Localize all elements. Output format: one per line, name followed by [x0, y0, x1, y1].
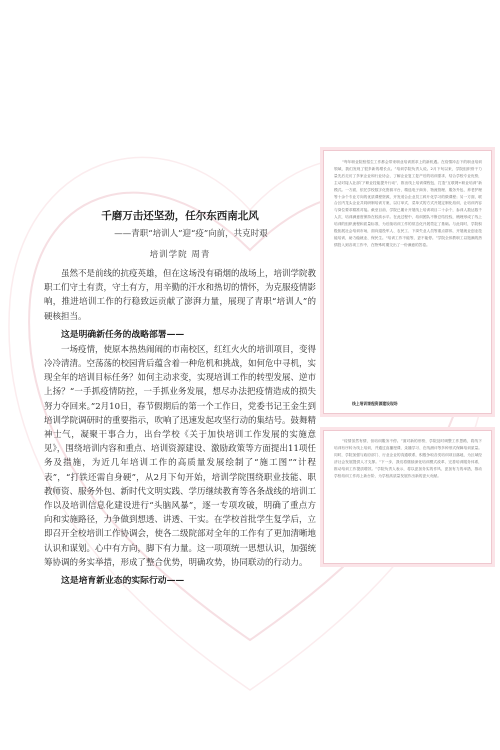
article-body — [44, 208, 316, 589]
side-panel-caption: 线上培训课程资源建设现场 — [352, 401, 398, 406]
side-panel-bottom-text: “疫情虽然有情，但培训服务不停。”面对新的形势，学院及时调整工作思路，将线下培训有序转为线上培训，并通过直播授课、录播学习、在线测评等多种形式保障培训质量。同时，学院加强与政府部门、行业企业的沟通联系，积极争取各类培训项目落地，为区域经济社会发展提供人才支撑。“下一步，我们将继续深化培训模式改革，完善培训服务体系，推动培训工作提质增效。”学院负责人表示，将以更加务实的作风、更加有力的举措，推动学校培训工作再上新台阶，为学校高质量发展作出新的更大贡献。 — [334, 439, 482, 478]
side-panel-top-text: “每年职业院校招生工作都会带来职业培训需求上的新机遇。在疫情冲击下的职业培训领域，我们发现了很多新的增长点。”培训学院负责人说。2月下旬以来，学院组织骨干力量先后走访了多家企业和行业协会，了解企业复工复产后的培训需求，结合学校专业优势，主动对接人社部门“职业技能提升行动”，推出线上培训课程包，打造“互联网+职业培训”新模式。一方面，依托学校数字化资源平台，精选电子商务、物流管理、服务外包、养老护理等十余个专业方向的优质课程资源，开发适合企业员工碎片化学习的微课程；另一方面，联合区内龙头企业共同研制培训方案，以订单式、菜单式的方式开展定制化培训，让培训内容与岗位要求精准对接。截至目前，学院已累计开展线上培训项目二十余个，参训人数达数千人次，培训满意度保持在较高水平。在此过程中，培训团队不断总结经验，梳理形成了线上培训的组织流程和质量标准，为后续培训工作的常态化开展奠定了基础。与此同时，学院积极拓展社会培训市场，面向退役军人、农民工、下岗失业人员等重点群体，开展就业创业技能培训，助力稳就业、保民生。“培训工作不能等，更不能停。”学院全体教职工以饱满的热情投入到各项工作中，在特殊时期交出了一份满意的答卷。 — [334, 160, 482, 247]
article-subtitle: ——青职“培训人”迎“疫”向前，共克时艰 — [114, 229, 268, 239]
side-panel-bottom — [323, 430, 492, 564]
article-byline: 培训学院 周青 — [149, 250, 211, 260]
article-title: 千磨万击还坚劲，任尔东西南北风 — [101, 210, 259, 222]
section-heading-1: 这是明确新任务的战略部署—— — [61, 329, 185, 340]
side-panel-top — [323, 150, 492, 414]
section-heading-2: 这是培育新业态的实际行动—— — [61, 576, 185, 587]
body-paragraph-1: 一场疫情，使原本热热闹闹的市南校区，红红火火的培训项目，变得冷冷清清。空荡荡的校园背后蕴含着一种危机和挑战，如何危中寻机，实现全年的培训目标任务？如何主动求变，实现培训工作的转型发展、逆市上扬？“一手抓疫情防控，一手抓业务发展，想尽办法把疫情造成的损失努力夺回来。”2月10日，春节假期后的第一个工作日，党委书记王金生到培训学院调研时的重要指示，吹响了迅速发起攻坚行动的集结号。鼓舞精神士气，凝聚干事合力，出台学校《关于加快培训工作发展的实施意见》，围绕培训内容和重点、培训资源建设、激励政策等方面提出11项任务及措施，为近几年培训工作的高质量发展绘制了“施工图”“计程表”，“打铁还需自身硬”，从2月下旬开始，培训学院围绕职业技能、职教师资、服务外包、新时代文明实践、学历继续教育等各条战线的培训工作以及培训信息化建设进行“头脑风暴”，逐一专项攻破，明确了重点方向和实施路径，力争做到想透、讲透、干实。在学校首批学生复学后，立即召开全校培训工作协调会，使各二级院部对全年的工作有了更加清晰地认识和谋划。心中有方向，脚下有力量。这一项项统一思想认识，加强统筹协调的务实举措，形成了整合优势，明确攻势，协同联动的行动力。 — [44, 344, 317, 568]
intro-paragraph: 虽然不是前线的抗疫英雄，但在这场没有硝烟的战场上，培训学院教职工们守土有责，守土有方，用辛勤的汗水和热切的情怀，为克服疫情影响，推进培训工作的行稳致远贡献了澎湃力量，展现了青职“培训人”的硬核担当。 — [44, 269, 317, 322]
